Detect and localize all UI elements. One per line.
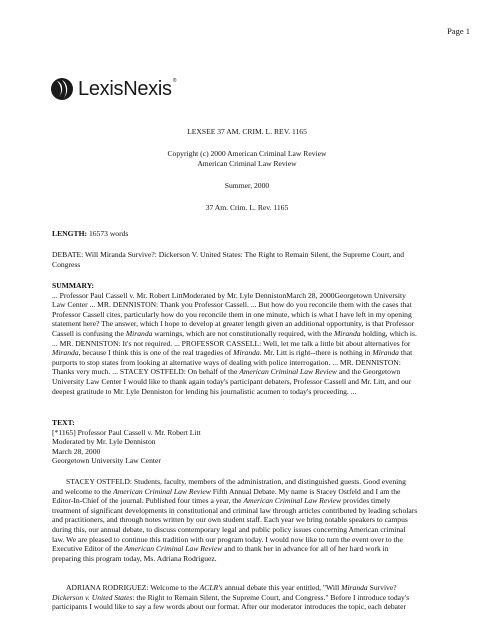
lexisnexis-logo [50, 76, 176, 102]
lexsee-citation: LEXSEE 37 AM. CRIM. L. REV. 1165 [187, 127, 307, 136]
journal-name: American Criminal Law Review [197, 159, 297, 168]
summary-label: SUMMARY: [52, 281, 95, 290]
text-label: TEXT: [52, 418, 75, 427]
length-line [52, 229, 444, 239]
length-value: 16573 words [88, 229, 129, 238]
summary-section: SUMMARY: ... Professor Paul Cassell v. Mr. Robert LittModerated by Mr. Lyle DennistonMarch 28, 2000Georgetown University Law Center ... MR. DENNISTON: Thank you Professor Cassell. ... But how do you reconcile them with the cases that Professor Cassell cites, particularly how do you reconcile them in one minute, which is what I have left in my opening statement here? The answer, which I hope to develop at greater length given an additional opportunity, is that Professor Cassell is confusing the Miranda warnings, which are not constitutionally required, with the Miranda holding, which is. ... MR. DENNISTON: It's not required. ... PROFESSOR CASSELL: Well, let me talk a little bit about alternatives for Miranda, because I think this is one of the real tragedies of Miranda. Mr. Litt is right--there is nothing in Miranda that purports to stop states from looking at alternative ways of dealing with police interrogation. ... MR. DENNISTON: Thanks very much. ... STACEY OSTFELD: On behalf of the American Criminal Law Review and the Georgetown University Law Center I would like to thank again today's participant debaters, Professor Cassell and Mr. Litt, and our deepest gratitude to Mr. Lyle Denniston for lending his journalistic acumen to today's proceeding. ... [52, 281, 444, 396]
length-label: LENGTH: [52, 229, 88, 238]
paragraph-rodriguez: ADRIANA RODRIGUEZ: Welcome to the ACLR's annual debate this year entitled, "Will Miranda Survive? Dickerson v. United States: the Right to Remain Silent, the Supreme Court, and Congress." Before I introduce today's participants I would like to say a few words about our format. After our moderator introduces the topic, each debater [52, 583, 410, 612]
paragraph-ostfeld: STACEY OSTFELD: Students, faculty, members of the administration, and distinguished guests. Good evening and welcome to the American Criminal Law Review Fifth Annual Debate. My name is Stacey Ostfeld and I am the Editor-In-Chief of the journal. Published four times a year, the American Criminal Law Review provides timely treatment of significant developments in constitutional and criminal law through articles contributed by leading scholars and practitioners, and through notes written by our own student staff. Each year we bring notable speakers to campus during this, our annual debate, to discuss contemporary legal and public policy issues concerning American criminal law. We are pleased to continue this tradition with our program today. I would now like to turn the event over to the Executive Editor of the American Criminal Law Review and to thank her in advance for all of her hard work in preparing this program today, Ms. Adriana Rodriguez. [52, 477, 418, 563]
lexisnexis-logo-icon [50, 77, 74, 101]
text-section: TEXT: [*1165] Professor Paul Cassell v. Mr. Robert Litt Moderated by Mr. Lyle Denniston March 28, 2000 Georgetown University Law Center [52, 418, 444, 466]
page-marker-line: [*1165] Professor Paul Cassell v. Mr. Robert Litt [52, 427, 201, 437]
logo-wordmark: LexisNexis® [78, 78, 177, 100]
copyright-line: Copyright (c) 2000 American Criminal Law Review [167, 149, 327, 158]
reporter-cite: 37 Am. Crim. L. Rev. 1165 [205, 203, 289, 212]
issue-date: Summer, 2000 [224, 181, 270, 190]
debate-title: DEBATE: Will Miranda Survive?: Dickerson V. United States: The Right to Remain Silent, the Supreme Court, and Congress [52, 250, 404, 269]
page-number: Page 1 [447, 26, 470, 36]
